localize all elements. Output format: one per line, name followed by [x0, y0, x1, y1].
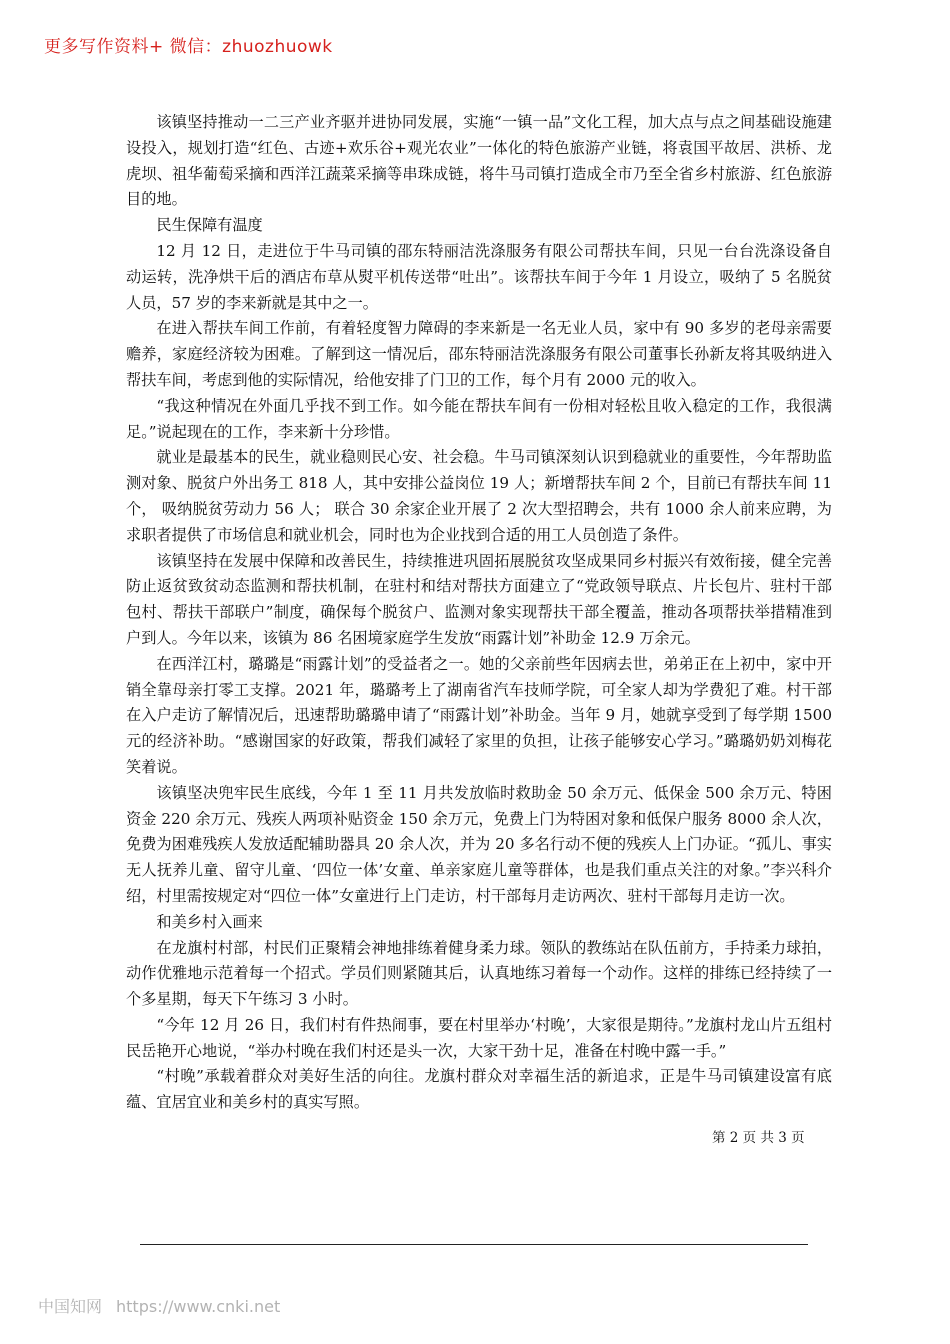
- paragraph: 该镇坚持在发展中保障和改善民生，持续推进巩固拓展脱贫攻坚成果同乡村振兴有效衔接，健全完善防止返贫致贫动态监测和帮扶机制，在驻村和结对帮扶方面建立了“党政领导联点、片长包片、驻村干部包村、帮扶干部联户”制度，确保每个脱贫户、监测对象实现帮扶干部全覆盖，推动各项帮扶举措精准到户到人。今年以来，该镇为 86 名困境家庭学生发放“雨露计划”补助金 12.9 万余元。: [126, 551, 832, 647]
- paragraph: 在龙旗村村部，村民们正聚精会神地排练着健身柔力球。领队的教练站在队伍前方，手持柔力球拍，动作优雅地示范着每一个招式。学员们则紧随其后，认真地练习着每一个动作。这样的排练已经持续了一个多星期，每天下午练习 3 小时。: [126, 938, 832, 1009]
- paragraph: 在进入帮扶车间工作前，有着轻度智力障碍的李来新是一名无业人员，家中有 90 多岁的老母亲需要赡养，家庭经济较为困难。了解到这一情况后，邵东特丽洁洗涤服务有限公司董事长孙新友将其吸纳进入帮扶车间，考虑到他的实际情况，给他安排了门卫的工作，每个月有 2000 元的收入。: [126, 319, 832, 389]
- watermark: [38, 1294, 280, 1317]
- paragraph: 12 月 12 日，走进位于牛马司镇的邵东特丽洁洗涤服务有限公司帮扶车间，只见一台台洗涤设备自动运转，洗净烘干后的酒店布草从熨平机传送带“吐出”。该帮扶车间于今年 1 月设立，吸纳了 5 名脱贫人员，57 岁的李来新就是其中之一。: [126, 241, 832, 312]
- paragraph: 在西洋江村，璐璐是“雨露计划”的受益者之一。她的父亲前些年因病去世，弟弟正在上初中，家中开销全靠母亲打零工支撑。2021 年，璐璐考上了湖南省汽车技师学院，可全家人却为学费犯了难。村干部在入户走访了解情况后，迅速帮助璐璐申请了“雨露计划”补助金。当年 9 月，她就享受到了每学期 1500 元的经济补助。“感谢国家的好政策，帮我们减轻了家里的负担，让孩子能够安心学习。”璐璐奶奶刘梅花笑着说。: [126, 654, 832, 776]
- paragraph: “村晚”承载着群众对美好生活的向往。龙旗村群众对幸福生活的新追求，正是牛马司镇建设富有底蕴、宜居宜业和美乡村的真实写照。: [126, 1067, 832, 1112]
- paragraph: 就业是最基本的民生，就业稳则民心安、社会稳。牛马司镇深刻认识到稳就业的重要性，今年帮助监测对象、脱贫户外出务工 818 人，其中安排公益岗位 19 人；新增帮扶车间 2 个，目前已有帮扶车间 11 个， 吸纳脱贫劳动力 56 人； 联合 30 余家企业开展了 2 次大型招聘会，共有 1000 余人前来应聘，为求职者提供了市场信息和就业机会，同时也为企业找到合适的用工人员创造了条件。: [126, 448, 832, 544]
- paragraph: “今年 12 月 26 日，我们村有件热闹事，要在村里举办‘村晚’，大家很是期待。”龙旗村龙山片五组村民岳艳开心地说，“举办村晚在我们村还是头一次，大家干劲十足，准备在村晚中露一手。”: [126, 1015, 832, 1060]
- watermark-url: https://www.cnki.net: [116, 1297, 281, 1316]
- page-number: 第 2 页 共 3 页: [712, 1130, 805, 1146]
- article-body: [126, 110, 832, 1116]
- paragraph: “我这种情况在外面几乎找不到工作。如今能在帮扶车间有一份相对轻松且收入稳定的工作，我很满足。”说起现在的工作，李来新十分珍惜。: [126, 396, 832, 441]
- header-promo-text: 更多写作资料+ 微信：zhuozhuowk: [44, 37, 333, 57]
- paragraph: 该镇坚决兜牢民生底线，今年 1 至 11 月共发放临时救助金 50 余万元、低保金 500 余万元、特困资金 220 余万元、残疾人两项补贴资金 150 余万元，免费上门为特困对象和低保户服务 8000 余人次，免费为困难残疾人发放适配辅助器具 20 余人次，并为 20 多名行动不便的残疾人上门办证。“孤儿、事实无人抚养儿童、留守儿童、‘四位一体’女童、单亲家庭儿童等群体，也是我们重点关注的对象。”李兴科介绍，村里需按规定对“四位一体”女童进行上门走访，村干部每月走访两次、驻村干部每月走访一次。: [126, 783, 832, 905]
- section-heading: 和美乡村入画来: [156, 912, 263, 931]
- paragraph: 该镇坚持推动一二三产业齐驱并进协同发展，实施“一镇一品”文化工程，加大点与点之间基础设施建设投入，规划打造“红色、古迹+欢乐谷+观光农业”一体化的特色旅游产业链，将袁国平故居、洪桥、龙虎坝、祖华葡萄采摘和西洋江蔬菜采摘等串珠成链，将牛马司镇打造成全市乃至全省乡村旅游、红色旅游目的地。: [126, 113, 832, 209]
- watermark-site-name: 中国知网: [38, 1297, 103, 1316]
- section-heading: 民生保障有温度: [156, 216, 263, 235]
- footer-divider: [140, 1244, 808, 1245]
